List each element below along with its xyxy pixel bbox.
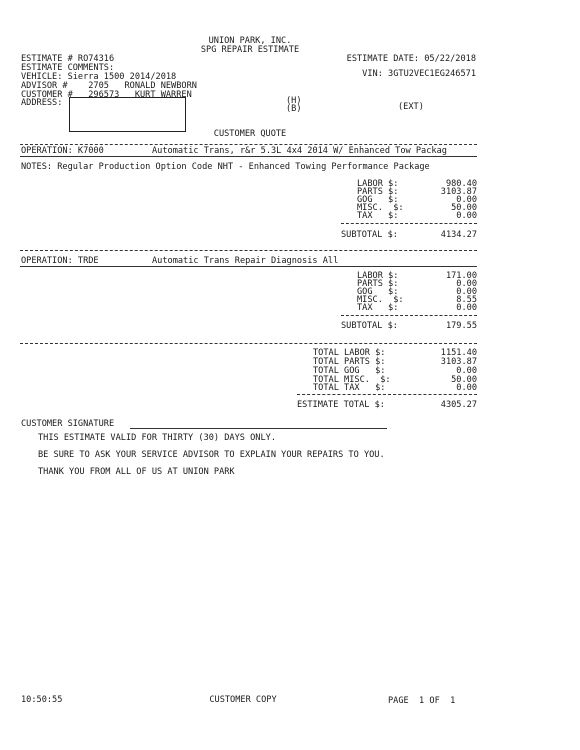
cost-label: MISC. $: — [357, 203, 404, 213]
total-value: 1151.40 — [440, 348, 477, 358]
phone-business-label: (B) — [286, 104, 302, 114]
total-label: TOTAL MISC. $: — [313, 375, 391, 385]
vin: VIN: 3GTU2VEC1EG246571 — [362, 69, 476, 79]
company-name: UNION PARK, INC. — [208, 36, 292, 46]
estimate-date: ESTIMATE DATE: 05/22/2018 — [346, 54, 476, 64]
cost-value: 0.00 — [456, 303, 477, 313]
customer-info: CUSTOMER # 296573 KURT WARREN — [21, 90, 192, 100]
divider — [20, 156, 477, 157]
operation-notes: NOTES: Regular Production Option Code NHT - Enhanced Towing Performance Package — [21, 162, 430, 172]
cost-label: TAX $: — [357, 211, 399, 221]
estimate-total-value: 4305.27 — [440, 400, 477, 410]
operation-description: Automatic Trans Repair Diagnosis All — [152, 256, 339, 266]
estimate-comments: ESTIMATE COMMENTS: — [21, 63, 115, 73]
divider — [20, 250, 477, 251]
cost-value: 50.00 — [451, 203, 477, 213]
subtotal-value: 179.55 — [445, 321, 477, 331]
address-redacted-box — [69, 97, 186, 132]
total-label: TOTAL TAX $: — [313, 383, 386, 393]
subtotal-label: SUBTOTAL $: — [341, 321, 398, 331]
subtotal-label: SUBTOTAL $: — [341, 230, 398, 240]
estimate-number: ESTIMATE # RO74316 — [21, 54, 115, 64]
print-time: 10:50:55 — [21, 695, 63, 705]
thank-you-note: THANK YOU FROM ALL OF US AT UNION PARK — [38, 467, 235, 477]
advisor-info: ADVISOR # 2705 RONALD NEWBORN — [21, 81, 197, 91]
cost-value: 0.00 — [456, 211, 477, 221]
cost-label: GOG $: — [357, 195, 399, 205]
cost-label: MISC. $: — [357, 295, 404, 305]
cost-value: 8.55 — [456, 295, 477, 305]
address-label: ADDRESS: — [21, 98, 63, 108]
copy-label: CUSTOMER COPY — [209, 695, 277, 705]
advisor-notice: BE SURE TO ASK YOUR SERVICE ADVISOR TO EXPLAIN YOUR REPAIRS TO YOU. — [38, 450, 385, 460]
operation-description: Automatic Trans, r&r 5.3L 4x4 2014 W/ Enhanced Tow Packag — [152, 146, 447, 156]
cost-value: 0.00 — [456, 287, 477, 297]
cost-value: 0.00 — [456, 195, 477, 205]
divider — [297, 394, 477, 395]
total-label: TOTAL GOG $: — [313, 366, 386, 376]
total-label: TOTAL LABOR $: — [313, 348, 386, 358]
cost-value: 980.40 — [445, 179, 477, 189]
cost-label: TAX $: — [357, 303, 399, 313]
cost-value: 0.00 — [456, 279, 477, 289]
cost-label: GOG $: — [357, 287, 399, 297]
estimate-total-label: ESTIMATE TOTAL $: — [297, 400, 385, 410]
customer-quote-title: CUSTOMER QUOTE — [213, 129, 287, 139]
total-value: 50.00 — [451, 375, 477, 385]
total-label: TOTAL PARTS $: — [313, 357, 386, 367]
total-value: 0.00 — [456, 383, 477, 393]
cost-label: PARTS $: — [357, 279, 399, 289]
divider — [341, 315, 477, 316]
phone-ext-label: (EXT) — [398, 102, 424, 112]
signature-line — [130, 428, 387, 429]
divider — [20, 343, 477, 344]
cost-label: LABOR $: — [357, 179, 399, 189]
cost-value: 171.00 — [445, 271, 477, 281]
divider — [341, 223, 477, 224]
cost-label: LABOR $: — [357, 271, 399, 281]
total-value: 3103.87 — [440, 357, 477, 367]
vehicle-info: VEHICLE: Sierra 1500 2014/2018 — [21, 72, 177, 82]
operation-code: OPERATION: TRDE — [21, 256, 99, 266]
signature-label: CUSTOMER SIGNATURE — [21, 419, 115, 429]
phone-home-label: (H) — [286, 96, 302, 106]
cost-value: 3103.87 — [440, 187, 477, 197]
divider — [20, 266, 477, 267]
document-type: SPG REPAIR ESTIMATE — [200, 45, 300, 55]
operation-code: OPERATION: K7000 — [21, 146, 104, 156]
cost-label: PARTS $: — [357, 187, 399, 197]
divider — [20, 144, 477, 145]
validity-notice: THIS ESTIMATE VALID FOR THIRTY (30) DAYS ONLY. — [38, 433, 276, 443]
subtotal-value: 4134.27 — [440, 230, 477, 240]
total-value: 0.00 — [456, 366, 477, 376]
page-number: PAGE 1 OF 1 — [388, 696, 456, 706]
